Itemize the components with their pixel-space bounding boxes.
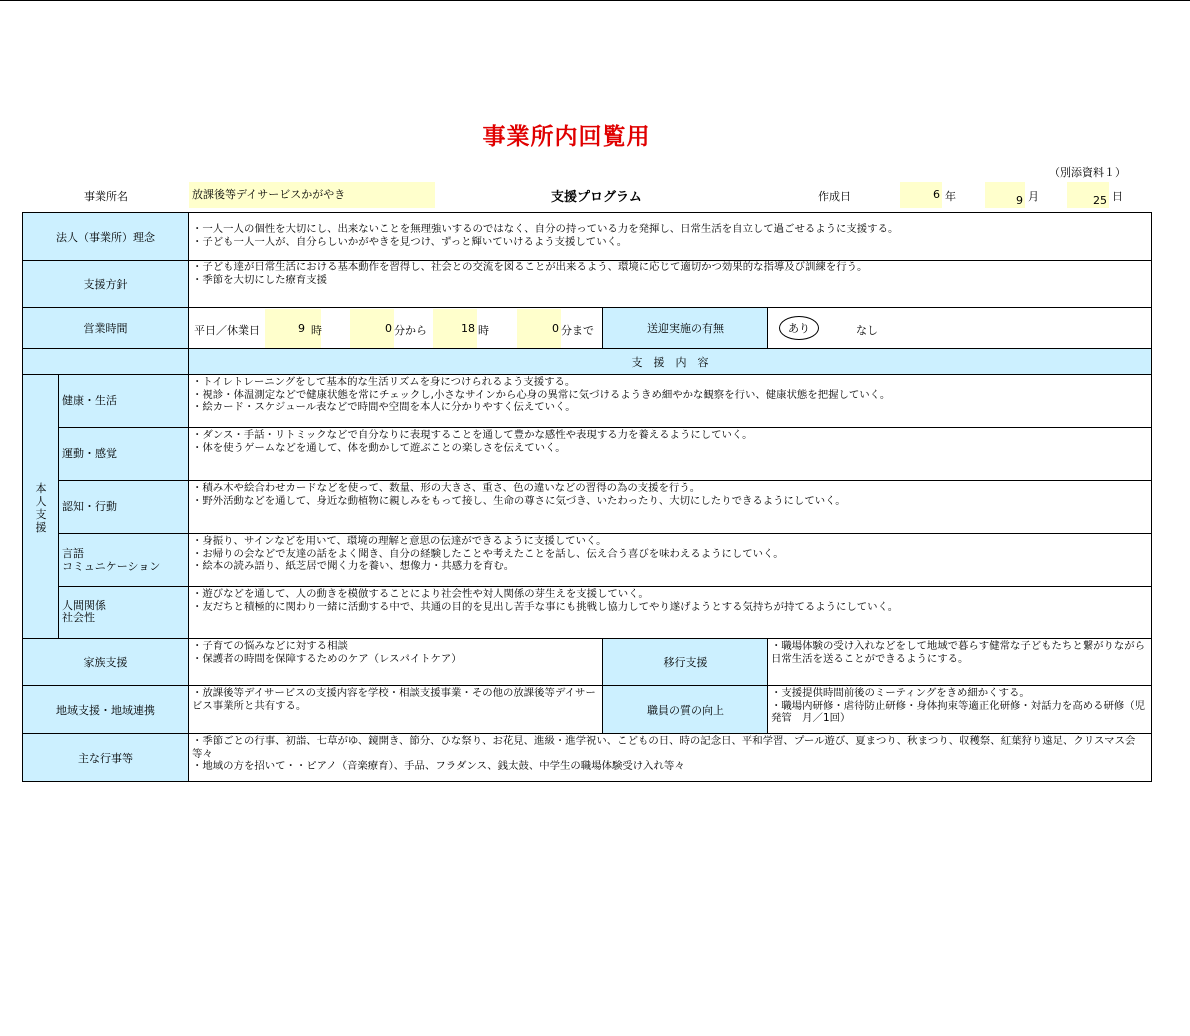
grid-line [58, 427, 1152, 428]
month-unit: 月 [1028, 190, 1039, 203]
cognition-content [189, 480, 1151, 532]
grid-line [22, 212, 23, 782]
text-line: ・トイレトレーニングをして基本的な生活リズムを身につけられるよう支援する。 [192, 376, 576, 388]
policy-label: 支援方針 [23, 261, 188, 307]
text-line: ・一人一人の個性を大切にし、出来ないことを無理強いするのではなく、自分の持っている力を発揮し、日常生活を自立して過ごせるように支援する。 [192, 223, 899, 235]
staff-quality-label: 職員の質の向上 [603, 686, 768, 733]
text-line: ・視診・体温測定などで健康状態を常にチェックし,小さなサインから心身の異常に気づけるようきめ細やかな観察を行い、健康状態を把握していく。 [192, 388, 891, 401]
appendix-label: （別添資料１） [1049, 166, 1126, 179]
year-unit: 年 [945, 190, 956, 203]
community-support-label: 地域支援・地域連携 [23, 686, 188, 733]
month-value: 9 [985, 182, 1025, 208]
text-line: ・お帰りの会などで友達の話をよく聞き、自分の経験したことや考えたことを話し、伝え合う喜びを味わえるようにしていく。 [192, 547, 784, 560]
text-line: ・支援提供時間前後のミーティングをきめ細かくする。 [771, 687, 1030, 699]
group-label-char: 本 [35, 482, 47, 495]
text-line: ・絵本の読み語り、紙芝居で聞く力を養い、想像力・共感力を育む。 [192, 560, 515, 572]
personal-support-group-label [24, 377, 58, 639]
grid-line [22, 348, 1152, 349]
text-line: ・積み木や絵合わせカードなどを使って、数量、形の大きさ、重さ、色の違いなどの習得の為の支援を行う。 [192, 482, 701, 494]
end-min-value: 0 [552, 322, 559, 335]
text-line: ・保護者の時間を保障するためのケア（レスパイトケア） [192, 652, 462, 665]
grid-line [22, 212, 1152, 213]
text-line: ・遊びなどを通して、人の動きを模倣することにより社会性や対人関係の芽生えを支援していく。 [192, 588, 649, 600]
hour-unit: 時 [311, 324, 322, 337]
grid-line [602, 638, 603, 734]
hours-label: 営業時間 [23, 308, 188, 348]
community-content: ・放課後等デイサービスの支援内容を学校・相談支援事業・その他の放課後等デイサービス事業所と共有する。 [192, 687, 596, 712]
motor-content [189, 427, 1151, 479]
start-hour-value: 9 [298, 322, 305, 335]
row-label-text: コミュニケーション [62, 560, 161, 573]
grid-line [22, 260, 1152, 261]
text-line: ・友だちと積極的に関わり一緒に活動する中で、共通の目的を見出し苦手な事にも挑戦し協力してやり遂げようとする気持ちが持てるようにしていく。 [192, 600, 899, 613]
philosophy-content [189, 221, 1151, 259]
grid-line [58, 480, 1152, 481]
row-label-text: 言語 [62, 547, 84, 560]
row-label-health [58, 375, 188, 427]
grid-line [22, 374, 1152, 375]
text-line: ・ダンス・手話・リトミックなどで自分なりに表現することを通して豊かな感性や表現する力を養えるようにしていく。 [192, 429, 753, 441]
until-unit: 分まで [561, 324, 594, 337]
weekday-label: 平日／休業日 [194, 324, 260, 337]
grid-line [767, 638, 768, 734]
created-date-label: 作成日 [818, 190, 851, 203]
office-name-label: 事業所名 [84, 190, 128, 203]
row-label-text: 認知・行動 [62, 500, 117, 513]
policy-content [189, 259, 1151, 305]
row-label-social [58, 587, 188, 638]
text-line: ・地域の方を招いて・・ピアノ（音楽療育）、手品、フラダンス、銭太鼓、中学生の職場体験受け入れ等々 [192, 760, 685, 772]
text-line: ・季節ごとの行事、初詣、七草がゆ、鏡開き、節分、ひな祭り、お花見、進級・進学祝い、こどもの日、時の記念日、平和学習、プール遊び、夏まつり、秋まつり、収穫祭、紅葉狩り遠足、クリスマス会等々 [192, 735, 1136, 760]
row-label-text: 社会性 [62, 611, 95, 624]
text-line: ・季節を大切にした療育支援 [192, 273, 328, 286]
text-line: ・絵カード・スケジュール表などで時間や空間を本人に分かりやすく伝えていく。 [192, 401, 576, 413]
grid-line [22, 685, 1152, 686]
program-title: 支援プログラム [551, 190, 642, 205]
transport-label: 送迎実施の有無 [603, 308, 768, 348]
grid-line [58, 533, 1152, 534]
transport-yes-circled: あり [779, 316, 819, 340]
transport-no: なし [856, 324, 878, 337]
grid-line [58, 374, 59, 638]
from-unit: 分から [394, 324, 427, 337]
end-hour-value: 18 [461, 322, 475, 335]
grid-line [22, 733, 1152, 734]
row-label-cognition [58, 481, 188, 533]
events-content [189, 733, 1151, 780]
group-label-char: 支 [35, 508, 47, 521]
support-header: 支 援 内 容 [631, 355, 709, 369]
text-line: ・子ども達が日常生活における基本動作を習得し、社会との交流を図ることが出来るよう、環境に応じて適切かつ効果的な指導及び訓練を行う。 [192, 261, 868, 273]
row-label-motor [58, 428, 188, 480]
office-name-value: 放課後等デイサービスかがやき [189, 182, 435, 208]
text-line: ・身振り、サインなどを用いて、環境の理解と意思の伝達ができるように支援していく。 [192, 535, 607, 547]
row-label-language [58, 534, 188, 586]
row-label-text: 運動・感覚 [62, 447, 117, 460]
text-line: ・職場内研修・虐待防止研修・身体拘束等適正化研修・対話力を高める研修（児発管 月／1回） [771, 699, 1146, 724]
health-content [189, 374, 1151, 426]
hour-unit-2: 時 [478, 324, 489, 337]
day-value: 25 [1067, 182, 1109, 208]
top-border-line [0, 0, 1190, 1]
grid-line [22, 781, 1152, 782]
grid-line [1151, 212, 1152, 782]
group-label-char: 人 [35, 495, 47, 508]
language-content [189, 533, 1151, 585]
year-value: 6 [900, 182, 942, 208]
page-title: 事業所内回覧用 [482, 124, 651, 150]
family-support-label: 家族支援 [23, 639, 188, 685]
grid-line [602, 307, 603, 349]
grid-line [22, 638, 1152, 639]
text-line: ・体を使うゲームなどを通して、体を動かして遊ぶことの楽しさを伝えていく。 [192, 441, 566, 454]
text-line: ・野外活動などを通して、身近な動植物に親しみをもって接し、生命の尊さに気づき、いたわったり、大切にしたりできるようにしていく。 [192, 494, 846, 507]
transition-support-label: 移行支援 [603, 639, 768, 685]
philosophy-label: 法人（事業所）理念 [23, 213, 188, 260]
grid-line [22, 307, 1152, 308]
grid-line [767, 307, 768, 349]
grid-line [58, 586, 1152, 587]
text-line: ・子育ての悩みなどに対する相談 [192, 640, 348, 652]
text-line: ・子ども一人一人が、自分らしいかがやきを見つけ、ずっと輝いていけるよう支援していく。 [192, 235, 628, 248]
group-label-char: 援 [35, 521, 47, 534]
staff-quality-content [768, 685, 1151, 732]
events-label: 主な行事等 [23, 734, 188, 781]
start-min-value: 0 [385, 322, 392, 335]
row-label-text: 人間関係 [62, 599, 106, 612]
transition-content: ・職場体験の受け入れなどをして地域で暮らす健常な子どもたちと繋がりながら日常生活を送ることができるようにする。 [771, 640, 1146, 665]
day-unit: 日 [1112, 190, 1123, 203]
social-content [189, 586, 1151, 638]
row-label-text: 健康・生活 [62, 394, 117, 407]
grid-line [188, 212, 189, 782]
family-content [189, 638, 603, 684]
